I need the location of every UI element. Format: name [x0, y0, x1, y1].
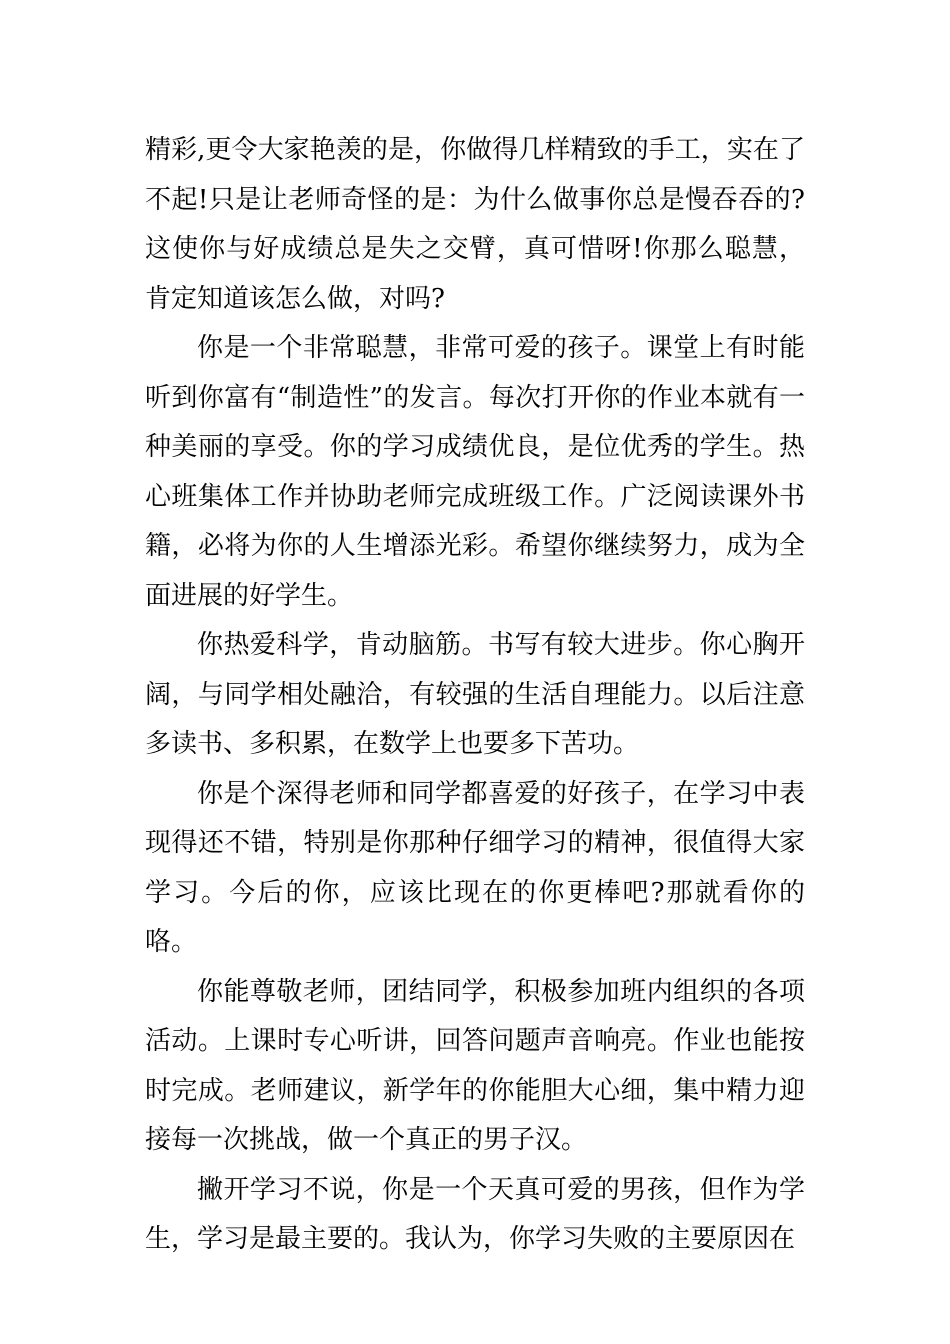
paragraph-6: 撇开学习不说，你是一个天真可爱的男孩，但作为学生，学习是最主要的。我认为，你学习失败的主要原因在	[145, 1174, 805, 1254]
paragraph-4: 你是个深得老师和同学都喜爱的好孩子，在学习中表现得还不错，特别是你那种仔细学习的精神，很值得大家学习。今后的你，应该比现在的你更棒吧?那就看你的咯。	[145, 778, 805, 957]
paragraph-3: 你热爱科学，肯动脑筋。书写有较大进步。你心胸开阔，与同学相处融洽，有较强的生活自理能力。以后注意多读书、多积累，在数学上也要多下苦功。	[145, 630, 805, 759]
paragraph-5: 你能尊敬老师，团结同学，积极参加班内组织的各项活动。上课时专心听讲，回答问题声音响亮。作业也能按时完成。老师建议，新学年的你能胆大心细，集中精力迎接每一次挑战，做一个真正的男子汉。	[145, 976, 805, 1155]
paragraph-1: 精彩,更令大家艳羡的是，你做得几样精致的手工，实在了不起!只是让老师奇怪的是：为什么做事你总是慢吞吞的?这使你与好成绩总是失之交臂，真可惜呀!你那么聪慧，肯定知道该怎么做，对吗?	[145, 135, 805, 314]
document-body	[145, 126, 805, 1265]
paragraph-2: 你是一个非常聪慧，非常可爱的孩子。课堂上有时能听到你富有“制造性”的发言。每次打开你的作业本就有一种美丽的享受。你的学习成绩优良，是位优秀的学生。热心班集体工作并协助老师完成班级工作。广泛阅读课外书籍，必将为你的人生增添光彩。希望你继续努力，成为全面进展的好学生。	[145, 333, 805, 611]
